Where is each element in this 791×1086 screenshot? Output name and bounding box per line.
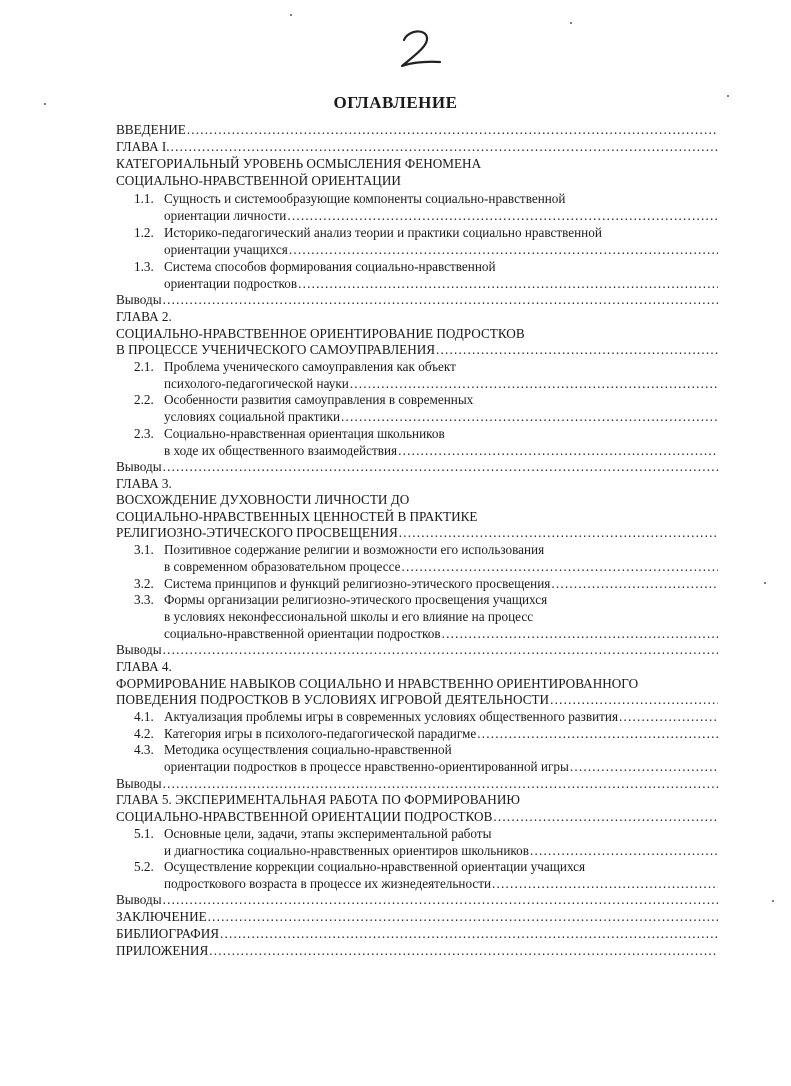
toc-entry [134,825,718,842]
dot-leader [570,758,718,775]
dot-leader [492,875,718,892]
toc-entry-title: ориентации подростков в процессе нравственно-ориентированной игры [164,759,569,774]
toc-entry [116,658,718,675]
toc-entry [134,608,718,625]
toc-entry-number: 2.3. [134,426,154,441]
toc-entry [134,625,718,642]
toc-entry [116,475,718,492]
toc-entry-title: БИБЛИОГРАФИЯ [116,926,220,941]
toc-entry [134,758,718,775]
toc-entry [134,575,718,592]
toc-entry [116,942,718,959]
toc-entry-title: ГЛАВА 5. ЭКСПЕРИМЕНТАЛЬНАЯ РАБОТА ПО ФОРМИРОВАНИЮ [116,792,520,807]
toc-entry-title: ориентации личности [164,208,287,223]
toc-entry-title: В ПРОЦЕССЕ УЧЕНИЧЕСКОГО САМОУПРАВЛЕНИЯ [116,342,436,357]
dot-leader [436,341,718,358]
toc-entry [134,391,718,408]
toc-entry [134,741,718,758]
toc-entry-title: подросткового возраста в процессе их жизнедеятельности [164,876,492,891]
toc-entry [134,725,718,742]
toc-entry-title: Историко-педагогический анализ теории и практики социально нравственной [164,225,602,240]
toc-entry [134,442,718,459]
toc-entry [116,121,718,138]
toc-entry-title: Методика осуществления социально-нравственной [164,742,452,757]
toc-entry-number: 2.2. [134,392,154,407]
toc-entry [116,508,718,525]
toc-entry [134,375,718,392]
dot-leader [619,708,718,725]
toc-entry [134,224,718,241]
toc-entry [116,172,718,189]
toc-entry-title: ГЛАВА I. [116,139,170,154]
dot-leader [551,575,718,592]
toc-entry [116,491,718,508]
toc-entry-title: КАТЕГОРИАЛЬНЫЙ УРОВЕНЬ ОСМЫСЛЕНИЯ ФЕНОМЕНА [116,156,482,171]
toc-entry [116,691,718,708]
toc-entry [116,775,718,792]
dot-leader [209,942,718,959]
toc-entry [116,325,718,342]
dot-leader [399,524,718,541]
dot-leader [550,691,718,708]
toc-entry-number: 2.1. [134,359,154,374]
dot-leader [401,558,718,575]
toc-entry-title: Выводы [116,459,162,474]
toc-entry [134,558,718,575]
dot-leader [530,842,718,859]
toc-entry-title: Проблема ученического самоуправления как объект [164,359,456,374]
toc-entry-title: Актуализация проблемы игры в современных условиях общественного развития [164,709,619,724]
toc-entry-title: Система принципов и функций религиозно-этического просвещения [164,576,551,591]
toc-entry-title: Категория игры в психолого-педагогической парадигме [164,726,477,741]
dot-leader [298,275,718,292]
dot-leader [220,925,718,942]
toc-entry-title: Позитивное содержание религии и возможности его использования [164,542,545,557]
toc-entry-title: в условиях неконфессиональной школы и его влияние на процесс [164,609,534,624]
dot-leader [187,121,718,138]
dot-leader [289,241,718,258]
toc-entry [134,591,718,608]
dot-leader [208,908,718,925]
toc-entry [134,541,718,558]
dot-leader [287,207,718,224]
toc-entry [134,425,718,442]
toc-entry-title: ПОВЕДЕНИЯ ПОДРОСТКОВ В УСЛОВИЯХ ИГРОВОЙ ДЕЯТЕЛЬНОСТИ [116,692,550,707]
toc-entry-title: Система способов формирования социально-нравственной [164,259,496,274]
toc-entry-number: 1.1. [134,191,154,206]
toc-entry-title: психолого-педагогической науки [164,376,349,391]
toc-entry [116,791,718,808]
toc-entry [116,308,718,325]
toc-entry-title: социально-нравственной ориентации подростков [164,626,441,641]
toc-entry [116,641,718,658]
toc-entry [116,925,718,942]
toc-entry-number: 4.1. [134,709,154,724]
toc-entry [134,190,718,207]
toc-entry-number: 3.1. [134,542,154,557]
toc-entry-title: ГЛАВА 3. [116,476,172,491]
toc-entry [134,708,718,725]
toc-entry-title: Выводы [116,642,162,657]
toc-entry-number: 4.2. [134,726,154,741]
dot-leader [163,641,718,658]
toc-entry [116,908,718,925]
toc-entry [134,875,718,892]
toc-entry-number: 4.3. [134,742,154,757]
toc-entry [116,291,718,308]
toc-entry [134,207,718,224]
toc-entry [116,341,718,358]
toc-entry-title: условиях социальной практики [164,409,341,424]
toc-entry [134,408,718,425]
toc-entry-number: 3.2. [134,576,154,591]
toc-entry [116,524,718,541]
toc-entry-title: ориентации подростков [164,276,298,291]
toc-entry-title: Выводы [116,776,162,791]
dot-leader [350,375,718,392]
page-title: ОГЛАВЛЕНИЕ [333,93,458,112]
toc-entry-title: в современном образовательном процессе [164,559,401,574]
toc-entry-title: ПРИЛОЖЕНИЯ [116,943,209,958]
dot-leader [163,775,718,792]
toc-entry [116,808,718,825]
toc-entry [134,358,718,375]
toc-entry-title: Социально-нравственная ориентация школьников [164,426,445,441]
toc-entry [134,858,718,875]
dot-leader [477,725,718,742]
dot-leader [398,442,718,459]
toc-entry-title: Особенности развития самоуправления в современных [164,392,474,407]
toc-entry-title: ВВЕДЕНИЕ [116,122,186,137]
toc-entry-title: Формы организации религиозно-этического просвещения учащихся [164,592,548,607]
toc-entry-title: РЕЛИГИОЗНО-ЭТИЧЕСКОГО ПРОСВЕЩЕНИЯ [116,525,398,540]
toc-entry-title: Выводы [116,292,162,307]
toc-entry [116,458,718,475]
toc-entry-number: 1.2. [134,225,154,240]
toc-entry [116,155,718,172]
toc-entry-title: ориентации учащихся [164,242,288,257]
toc-entry-title: ФОРМИРОВАНИЕ НАВЫКОВ СОЦИАЛЬНО И НРАВСТВЕННО ОРИЕНТИРОВАННОГО [116,676,639,691]
toc-entry-title: ГЛАВА 2. [116,309,172,324]
toc-entry [116,675,718,692]
toc-entry-title: Выводы [116,892,162,907]
toc-entry [116,138,718,155]
toc-entry-number: 5.2. [134,859,154,874]
toc-entry-title: СОЦИАЛЬНО-НРАВСТВЕННОЕ ОРИЕНТИРОВАНИЕ ПОДРОСТКОВ [116,326,525,341]
toc-entry [134,275,718,292]
toc-entry-title: ЗАКЛЮЧЕНИЕ [116,909,207,924]
toc-entry [134,258,718,275]
toc-entry-title: Сущность и системообразующие компоненты социально-нравственной [164,191,566,206]
dot-leader [163,891,718,908]
toc-entry [134,842,718,859]
toc-entry-title: Осуществление коррекции социально-нравственной ориентации учащихся [164,859,586,874]
toc-entry-number: 1.3. [134,259,154,274]
dot-leader [163,291,718,308]
toc-entry-title: СОЦИАЛЬНО-НРАВСТВЕННЫХ ЦЕННОСТЕЙ В ПРАКТИКЕ [116,509,478,524]
dot-leader [171,138,718,155]
toc-entry-number: 3.3. [134,592,154,607]
toc-entry [116,891,718,908]
toc-entry-title: ВОСХОЖДЕНИЕ ДУХОВНОСТИ ЛИЧНОСТИ ДО [116,492,410,507]
dot-leader [163,458,718,475]
toc-entry-title: СОЦИАЛЬНО-НРАВСТВЕННОЙ ОРИЕНТАЦИИ ПОДРОСТКОВ [116,809,493,824]
toc-entry [134,241,718,258]
toc-entry-title: СОЦИАЛЬНО-НРАВСТВЕННОЙ ОРИЕНТАЦИИ [116,173,401,188]
dot-leader [493,808,718,825]
toc-entry-title: Основные цели, задачи, этапы экспериментальной работы [164,826,492,841]
dot-leader [442,625,718,642]
dot-leader [341,408,718,425]
toc-entry-title: в ходе их общественного взаимодействия [164,443,398,458]
toc-entry-number: 5.1. [134,826,154,841]
toc-entry-title: ГЛАВА 4. [116,659,172,674]
toc-entry-title: и диагностика социально-нравственных ориентиров школьников [164,843,529,858]
